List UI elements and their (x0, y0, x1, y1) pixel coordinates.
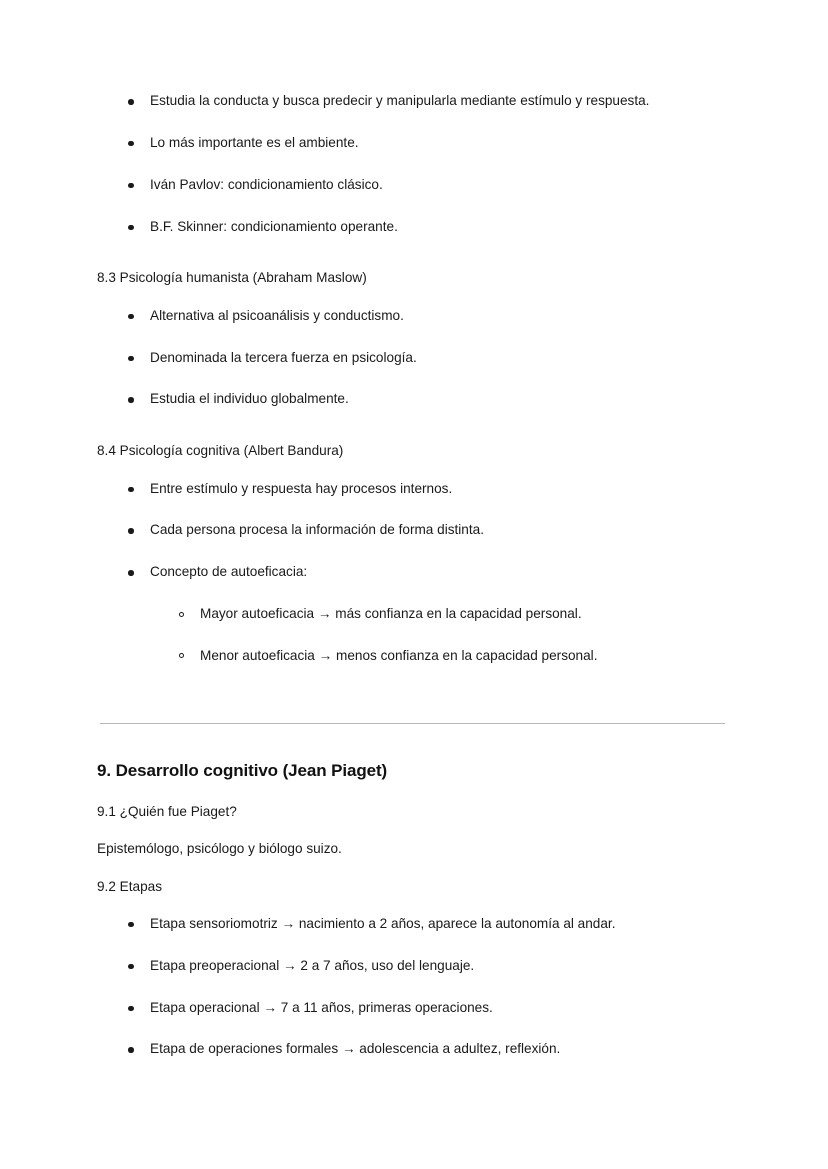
list-item: Alternativa al psicoanálisis y conductismo. (97, 307, 729, 325)
piaget-description: Epistemólogo, psicólogo y biólogo suizo. (97, 841, 342, 857)
list-item: Concepto de autoeficacia: (97, 563, 729, 581)
list-item: Estudia el individuo globalmente. (97, 390, 729, 408)
subsection-heading-9-1: 9.1 ¿Quién fue Piaget? (97, 803, 237, 819)
spacer (97, 724, 729, 761)
list-item: Iván Pavlov: condicionamiento clásico. (97, 176, 729, 194)
list-item: Etapa operacional → 7 a 11 años, primeras operaciones. (97, 999, 729, 1017)
spacer (97, 432, 729, 442)
etapas-bullet-list (97, 915, 729, 1059)
humanista-bullet-list (97, 307, 729, 409)
autoeficacia-sub-bullet-list (97, 605, 729, 665)
cognitiva-bullet-list (97, 480, 729, 582)
list-item: Entre estímulo y respuesta hay procesos internos. (97, 480, 729, 498)
subsection-heading-9-2: 9.2 Etapas (97, 878, 162, 894)
list-item: Lo más importante es el ambiente. (97, 134, 729, 152)
list-item: Etapa de operaciones formales → adolescencia a adultez, reflexión. (97, 1040, 729, 1058)
list-item: Etapa preoperacional → 2 a 7 años, uso del lenguaje. (97, 957, 729, 975)
section-heading-9: 9. Desarrollo cognitivo (Jean Piaget) (97, 760, 388, 780)
document-content (97, 92, 729, 1082)
list-item: Cada persona procesa la información de forma distinta. (97, 521, 729, 539)
subsection-heading-8-3: 8.3 Psicología humanista (Abraham Maslow) (97, 270, 367, 286)
spacer (97, 259, 729, 269)
subsection-heading-8-4: 8.4 Psicología cognitiva (Albert Bandura) (97, 443, 344, 459)
list-item: Etapa sensoriomotriz → nacimiento a 2 años, aparece la autonomía al andar. (97, 915, 729, 933)
list-item: B.F. Skinner: condicionamiento operante. (97, 218, 729, 236)
list-item: Denominada la tercera fuerza en psicología. (97, 349, 729, 367)
spacer (97, 689, 729, 723)
list-item: Estudia la conducta y busca predecir y manipularla mediante estímulo y respuesta. (97, 92, 729, 110)
list-item: Mayor autoeficacia → más confianza en la capacidad personal. (97, 605, 729, 623)
conductismo-bullet-list (97, 92, 729, 236)
list-item: Menor autoeficacia → menos confianza en la capacidad personal. (97, 647, 729, 665)
